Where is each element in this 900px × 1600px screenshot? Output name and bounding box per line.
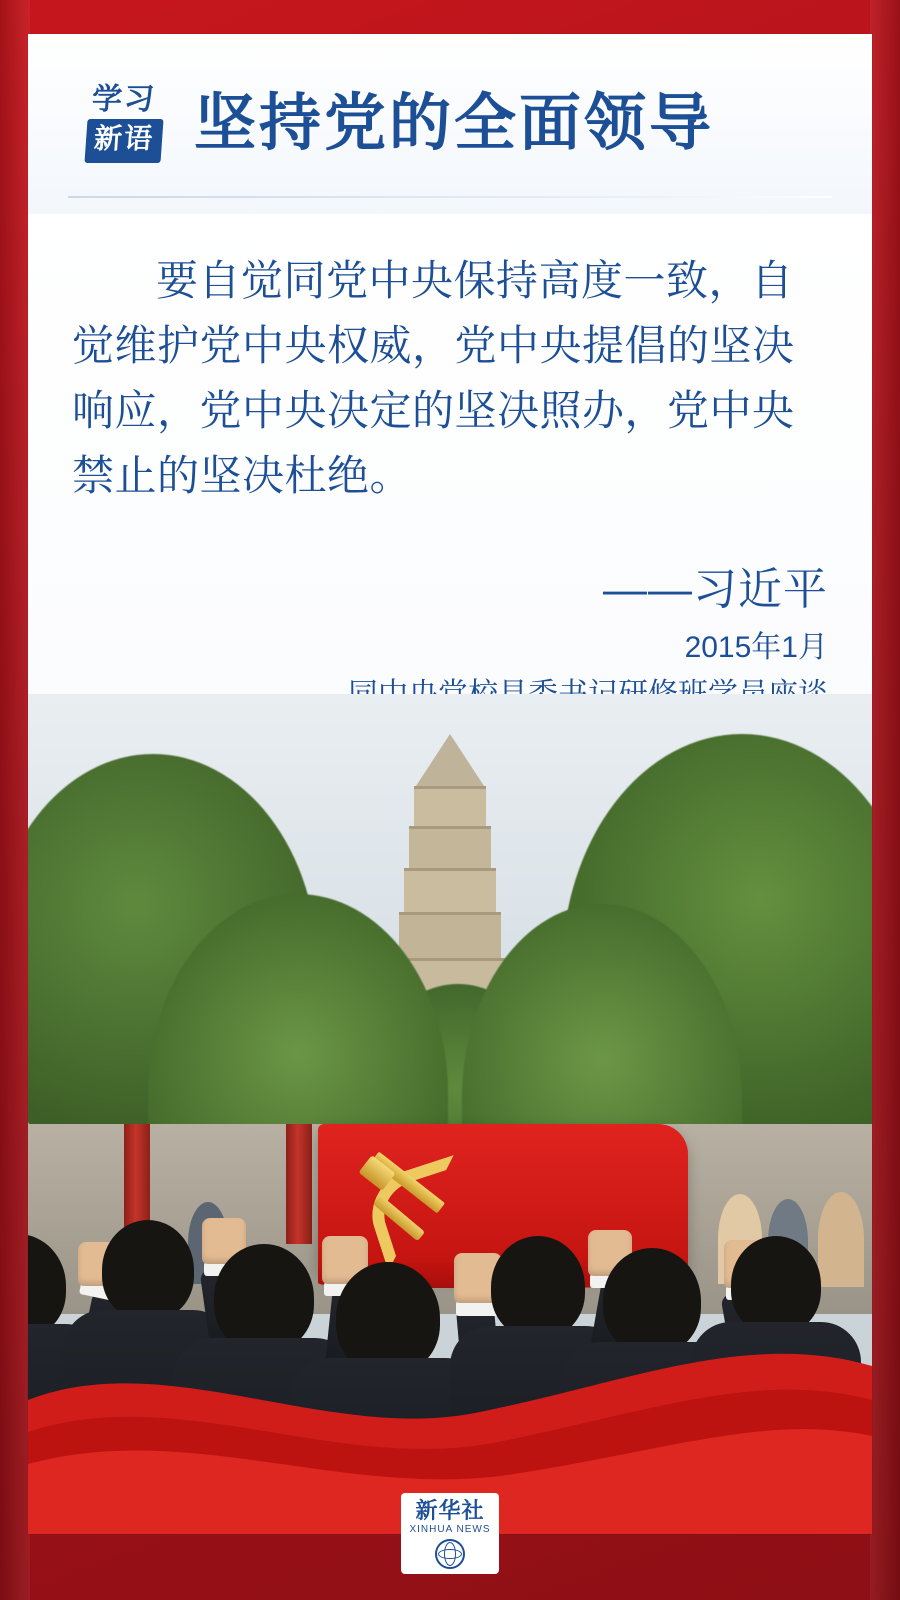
attribution-speaker: ——习近平 — [603, 565, 828, 615]
photo-oath-ceremony — [28, 694, 872, 1534]
pagoda-spire — [416, 734, 484, 786]
attribution-date: 2015年1月 — [684, 631, 828, 665]
frame-decoration-right — [870, 0, 900, 1600]
xinhua-news-logo — [390, 1493, 510, 1574]
globe-icon — [435, 1539, 465, 1569]
page-title: 坚持党的全面领导 — [194, 89, 715, 158]
frame-decoration-left — [0, 0, 30, 1600]
poster-header — [28, 34, 872, 214]
xinhua-logo-cn: 新华社 — [415, 1497, 485, 1523]
pagoda-tier — [404, 868, 496, 915]
pagoda-tier — [414, 786, 486, 829]
quote-text: 要自觉同党中央保持高度一致，自觉维护党中央权威，党中央提倡的坚决响应，党中央决定的坚决照办，党中央禁止的坚决杜绝。 — [72, 257, 795, 500]
quote-section — [28, 214, 872, 694]
pagoda-tier — [409, 826, 491, 871]
xuexi-xinyu-logo — [68, 76, 180, 172]
logo-text-top: 学习 — [90, 83, 158, 116]
xinhua-logo-box — [401, 1493, 498, 1574]
header-divider — [68, 196, 832, 198]
xinhua-logo-en: XINHUA NEWS — [409, 1524, 491, 1535]
logo-text-bottom: 新语 — [84, 119, 163, 163]
poster-card — [28, 34, 872, 1534]
pagoda-tier — [399, 912, 501, 961]
